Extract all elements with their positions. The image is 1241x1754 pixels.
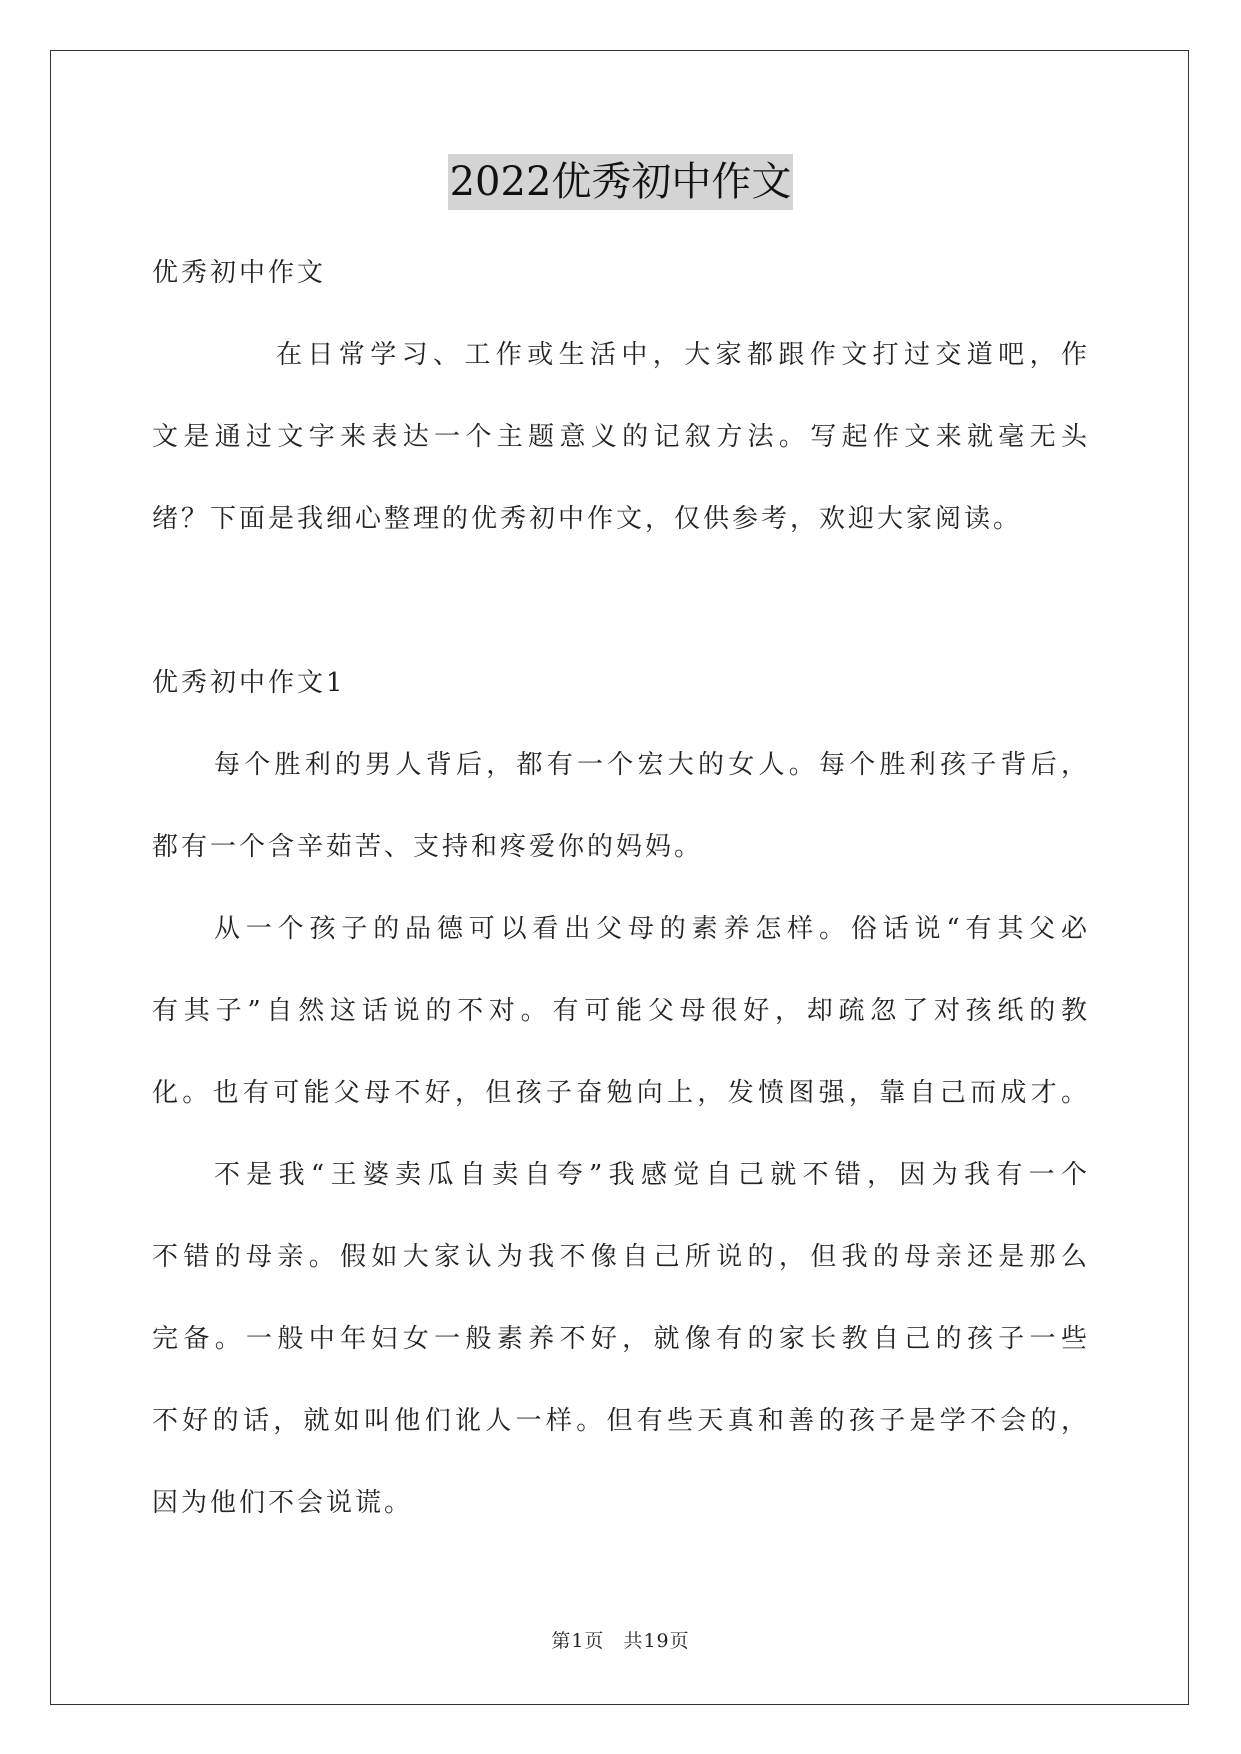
paragraph-line: 化。也有可能父母不好，但孩子奋勉向上，发愤图强，靠自己而成才。: [152, 1078, 1090, 1108]
paragraph-line: 从一个孩子的品德可以看出父母的素养怎样。俗话说“有其父必: [214, 914, 1090, 944]
document-title: 2022优秀初中作文: [448, 154, 794, 210]
paragraph-line: 有其子”自然这话说的不对。有可能父母很好，却疏忽了对孩纸的教: [152, 996, 1090, 1026]
document-heading: 优秀初中作文: [152, 258, 327, 288]
section-title: 优秀初中作文1: [152, 668, 346, 698]
title-container: [0, 154, 1241, 210]
paragraph-line: 完备。一般中年妇女一般素养不好，就像有的家长教自己的孩子一些: [152, 1324, 1090, 1354]
paragraph-line: 都有一个含辛茹苦、支持和疼爱你的妈妈。: [152, 832, 704, 862]
intro-line: 绪？下面是我细心整理的优秀初中作文，仅供参考，欢迎大家阅读。: [152, 504, 1023, 534]
intro-line: 在日常学习、工作或生活中，大家都跟作文打过交道吧，作: [276, 340, 1090, 370]
page-footer: [0, 1626, 1241, 1653]
page-total: 共19页: [623, 1630, 690, 1652]
spacer: [152, 560, 1090, 642]
paragraph-line: 不是我“王婆卖瓜自卖自夸”我感觉自己就不错，因为我有一个: [214, 1160, 1090, 1190]
page-number: 第1页: [551, 1630, 605, 1652]
document-body: [152, 232, 1090, 1544]
paragraph-line: 不错的母亲。假如大家认为我不像自己所说的，但我的母亲还是那么: [152, 1242, 1090, 1272]
paragraph-line: 每个胜利的男人背后，都有一个宏大的女人。每个胜利孩子背后，: [214, 750, 1090, 780]
paragraph-line: 因为他们不会说谎。: [152, 1488, 414, 1518]
intro-line: 文是通过文字来表达一个主题意义的记叙方法。写起作文来就毫无头: [152, 422, 1090, 452]
paragraph-line: 不好的话，就如叫他们讹人一样。但有些天真和善的孩子是学不会的，: [152, 1406, 1090, 1436]
